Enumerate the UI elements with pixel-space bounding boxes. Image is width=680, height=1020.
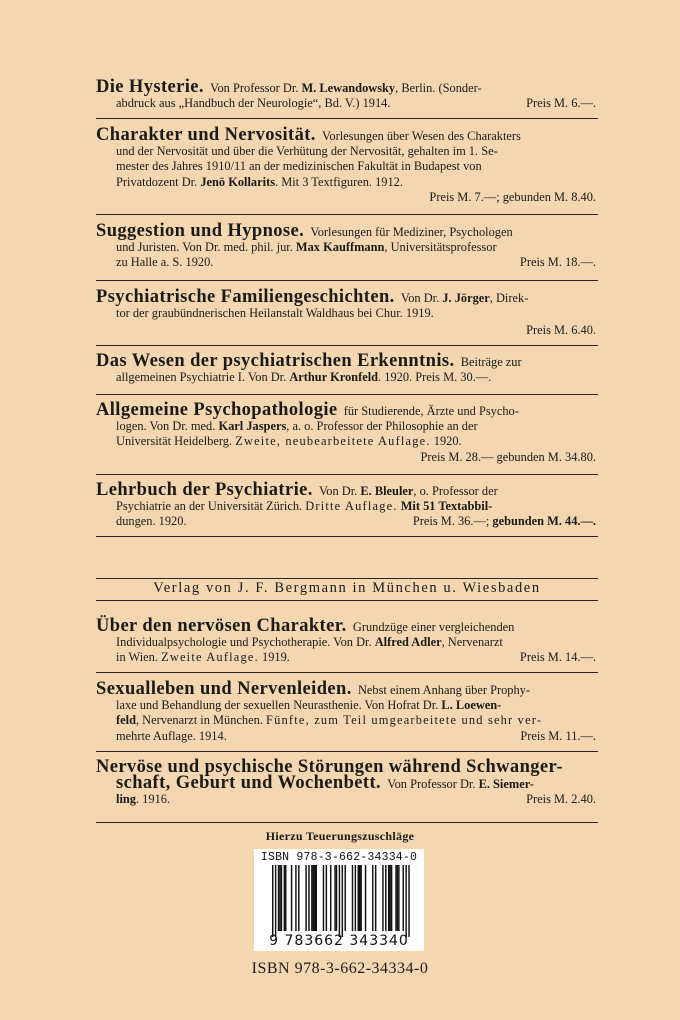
barcode-bar bbox=[395, 865, 396, 931]
entry-text: 1920. bbox=[433, 434, 462, 449]
barcode-bars bbox=[260, 865, 418, 937]
barcode-bar bbox=[314, 865, 315, 931]
entry-title: schaft, Geburt und Wochenbett. bbox=[116, 773, 382, 794]
barcode-bar bbox=[388, 865, 389, 931]
entry-text: . Mit 3 Textfiguren. 1912. bbox=[275, 174, 403, 189]
entry-text: laxe und Behandlung der sexuellen Neurasthenie. Von Hofrat Dr. bbox=[116, 698, 439, 713]
entry-edition: Zweite Auflage. bbox=[161, 650, 259, 665]
barcode-bar bbox=[372, 865, 373, 931]
isbn-barcode bbox=[254, 849, 424, 951]
entry-author: M. Lewandowsky bbox=[301, 81, 396, 95]
barcode-bar bbox=[408, 865, 409, 937]
entry-text: und Juristen. Von Dr. med. phil. jur. bbox=[116, 240, 293, 255]
divider-rule bbox=[96, 536, 598, 537]
barcode-bar bbox=[316, 865, 317, 931]
entry-text: Privatdozent Dr. bbox=[116, 174, 198, 189]
entry-title: Sexualleben und Nervenleiden. bbox=[96, 679, 352, 699]
entry-edition: Zweite, neubearbeitete Auflage. bbox=[235, 434, 431, 449]
entry-author: Arthur Kronfeld bbox=[289, 370, 379, 385]
entry-price: Preis M. 28.— gebunden M. 34.80. bbox=[420, 449, 596, 464]
barcode-bar bbox=[397, 865, 398, 931]
barcode-bar bbox=[285, 865, 286, 931]
divider-rule bbox=[96, 822, 598, 823]
entry-text: , Nervenarzt bbox=[441, 635, 503, 650]
entry-price: Preis M. 6.40. bbox=[526, 323, 596, 338]
entry-text: Beiträge zur bbox=[460, 355, 522, 369]
entry-text: Psychiatrie an der Universität Zürich. bbox=[116, 499, 303, 514]
entry-text: , o. Professor der bbox=[413, 484, 498, 498]
entry-text: mester des Jahres 1910/11 an der medizinischen Fakultät in Budapest von bbox=[116, 159, 482, 174]
entry-text: . 1920. Preis M. 30.—. bbox=[378, 370, 492, 385]
entry-text: allgemeinen Psychiatrie I. Von Dr. bbox=[116, 370, 287, 385]
publisher-line: Verlag von J. F. Bergmann in München u. Wiesbaden bbox=[153, 580, 541, 596]
entry-author: Karl Jaspers bbox=[218, 419, 287, 434]
entry-price: Preis M. 6.—. bbox=[526, 96, 596, 111]
entry-title: Psychiatrische Familiengeschichten. bbox=[96, 287, 395, 307]
catalog-entry-psychopathologie bbox=[96, 400, 596, 465]
entry-text: Grundzüge einer vergleichenden bbox=[352, 620, 515, 634]
entry-text: Universität Heidelberg. bbox=[116, 434, 233, 449]
divider-rule bbox=[96, 751, 598, 752]
barcode-bar bbox=[359, 865, 360, 931]
entry-price: Preis M. 11.—. bbox=[520, 728, 596, 743]
entry-price: Preis M. 2.40. bbox=[526, 792, 596, 807]
barcode-bar bbox=[275, 865, 276, 937]
entry-title: Nervöse und psychische Störungen während Schwanger- bbox=[96, 757, 564, 777]
barcode-bar bbox=[391, 865, 392, 931]
entry-price: Preis M. 7.—; gebunden M. 8.40. bbox=[429, 189, 596, 204]
divider-rule bbox=[96, 214, 598, 215]
catalog-entry-sexualleben bbox=[96, 679, 596, 744]
surcharge-note: Hierzu Teuerungszuschläge bbox=[265, 829, 415, 843]
barcode-bar bbox=[352, 865, 353, 931]
barcode-bar bbox=[330, 865, 331, 931]
catalog-entry-suggestion bbox=[96, 221, 596, 271]
entry-price: Preis M. 36.—; bbox=[412, 514, 493, 529]
barcode-bar bbox=[360, 865, 361, 931]
entry-text: 1919. bbox=[262, 650, 290, 665]
entry-title: Charakter und Nervosität. bbox=[96, 125, 316, 145]
barcode-bar bbox=[311, 865, 312, 931]
catalog-entry-schwangerschaft bbox=[96, 757, 596, 808]
barcode-bar bbox=[382, 865, 383, 931]
barcode-bar bbox=[272, 865, 273, 937]
barcode-bar bbox=[326, 865, 327, 931]
entry-price: Preis M. 18.—. bbox=[519, 255, 596, 270]
entry-text: und der Nervosität und über die Verhütung der Nervosität, gehalten im 1. Se- bbox=[116, 144, 498, 159]
entry-text: Von Professor Dr. bbox=[387, 777, 476, 792]
barcode-digits: 9 783662 343340 bbox=[269, 933, 409, 949]
entry-text: , a. o. Professor der Philosophie an der bbox=[286, 419, 478, 434]
entry-text: mehrte Auflage. 1914. bbox=[116, 728, 227, 743]
barcode-bar bbox=[385, 865, 386, 931]
entry-text: zu Halle a. S. 1920. bbox=[116, 255, 214, 270]
catalog-entry-hysterie bbox=[96, 77, 596, 111]
entry-author: E. Bleuler bbox=[360, 484, 414, 498]
barcode-bar bbox=[398, 865, 399, 931]
entry-author: L. Loewen- bbox=[441, 698, 502, 713]
barcode-isbn-label: ISBN 978-3-662-34334-0 bbox=[260, 851, 418, 864]
barcode-bar bbox=[305, 865, 306, 931]
entry-title: Lehrbuch der Psychiatrie. bbox=[96, 480, 313, 500]
divider-rule bbox=[96, 280, 598, 281]
entry-text: Vorlesungen über Wesen des Charakters bbox=[322, 129, 521, 143]
entry-author: Jenö Kollarits bbox=[200, 174, 276, 189]
entry-title: Suggestion und Hypnose. bbox=[96, 221, 305, 241]
barcode-bar bbox=[308, 865, 309, 931]
barcode-bar bbox=[365, 865, 366, 931]
barcode-bar bbox=[298, 865, 299, 931]
entry-text: dungen. 1920. bbox=[116, 514, 187, 529]
entry-text: Mit 51 Textabbil- bbox=[400, 499, 493, 514]
entry-author: feld bbox=[116, 713, 136, 728]
barcode-bar bbox=[313, 865, 314, 931]
entry-price: Preis M. 14.—. bbox=[519, 650, 596, 665]
entry-text: , Universitätsprofessor bbox=[384, 240, 497, 255]
entry-title: Das Wesen der psychiatrischen Erkenntnis. bbox=[96, 351, 455, 371]
entry-title: Die Hysterie. bbox=[96, 77, 204, 97]
entry-text: abdruck aus „Handbuch der Neurologie“, Bd. V.) 1914. bbox=[116, 96, 391, 111]
barcode-bar bbox=[284, 865, 285, 931]
entry-text: , Direk- bbox=[489, 291, 529, 305]
divider-rule bbox=[96, 118, 598, 119]
entry-edition: Fünfte, zum Teil umgearbeitete und sehr ver- bbox=[266, 713, 543, 728]
barcode-bar bbox=[323, 865, 324, 931]
barcode-bar bbox=[345, 865, 346, 931]
barcode-bar bbox=[295, 865, 296, 931]
entry-text: Individualpsychologie und Psychotherapie. Von Dr. bbox=[116, 635, 372, 650]
barcode-bar bbox=[291, 865, 292, 931]
entry-text: logen. Von Dr. med. bbox=[116, 419, 216, 434]
entry-text: , Berlin. (Sonder- bbox=[395, 81, 482, 95]
barcode-bar bbox=[278, 865, 279, 931]
entry-title: Allgemeine Psychopathologie bbox=[96, 400, 338, 420]
barcode-bar bbox=[405, 865, 406, 937]
entry-text: . 1916. bbox=[135, 792, 171, 807]
catalog-entry-wesen bbox=[96, 351, 596, 385]
barcode-bar bbox=[403, 865, 404, 931]
catalog-entry-nervoesen-charakter bbox=[96, 616, 596, 666]
entry-title: Über den nervösen Charakter. bbox=[96, 616, 347, 636]
barcode-bar bbox=[355, 865, 356, 931]
entry-text: für Studierende, Ärzte und Psycho- bbox=[343, 404, 519, 418]
entry-text: tor der graubündnerischen Heilanstalt Waldhaus bei Chur. 1919. bbox=[116, 306, 434, 321]
entry-text: Von Dr. bbox=[400, 291, 440, 305]
barcode-bar bbox=[358, 865, 359, 931]
entry-author: J. Jörger bbox=[442, 291, 490, 305]
divider-rule bbox=[96, 345, 598, 346]
entry-author: Max Kauffmann bbox=[295, 240, 385, 255]
isbn-text: ISBN 978-3-662-34334-0 bbox=[251, 960, 429, 977]
barcode-bar bbox=[389, 865, 390, 931]
barcode-bar bbox=[281, 865, 282, 931]
catalog-entry-familiengeschichten bbox=[96, 287, 596, 339]
barcode-bar bbox=[279, 865, 280, 931]
entry-price-bound: gebunden M. 44.—. bbox=[492, 514, 596, 529]
barcode-bar bbox=[342, 865, 343, 937]
entry-edition: Dritte Auflage. bbox=[305, 499, 398, 514]
entry-author: E. Siemer- bbox=[478, 777, 534, 792]
barcode-bar bbox=[339, 865, 340, 937]
entry-author: Alfred Adler bbox=[374, 635, 442, 650]
barcode-bar bbox=[375, 865, 376, 931]
entry-text: Nebst einem Anhang über Prophy- bbox=[357, 683, 530, 697]
divider-rule bbox=[96, 600, 598, 601]
barcode-bar bbox=[336, 865, 337, 931]
divider-rule bbox=[96, 578, 598, 579]
divider-rule bbox=[96, 474, 598, 475]
barcode-bar bbox=[334, 865, 335, 931]
entry-author: ling bbox=[116, 792, 136, 807]
entry-text: in Wien. bbox=[116, 650, 158, 665]
catalog-entry-charakter bbox=[96, 125, 596, 205]
catalog-entry-lehrbuch bbox=[96, 480, 596, 530]
divider-rule bbox=[96, 672, 598, 673]
entry-text: Von Dr. bbox=[318, 484, 358, 498]
entry-text: , Nervenarzt in München. bbox=[135, 713, 263, 728]
divider-rule bbox=[96, 394, 598, 395]
entry-text: Von Professor Dr. bbox=[210, 81, 299, 95]
entry-text: Vorlesungen für Mediziner, Psychologen bbox=[310, 225, 513, 239]
